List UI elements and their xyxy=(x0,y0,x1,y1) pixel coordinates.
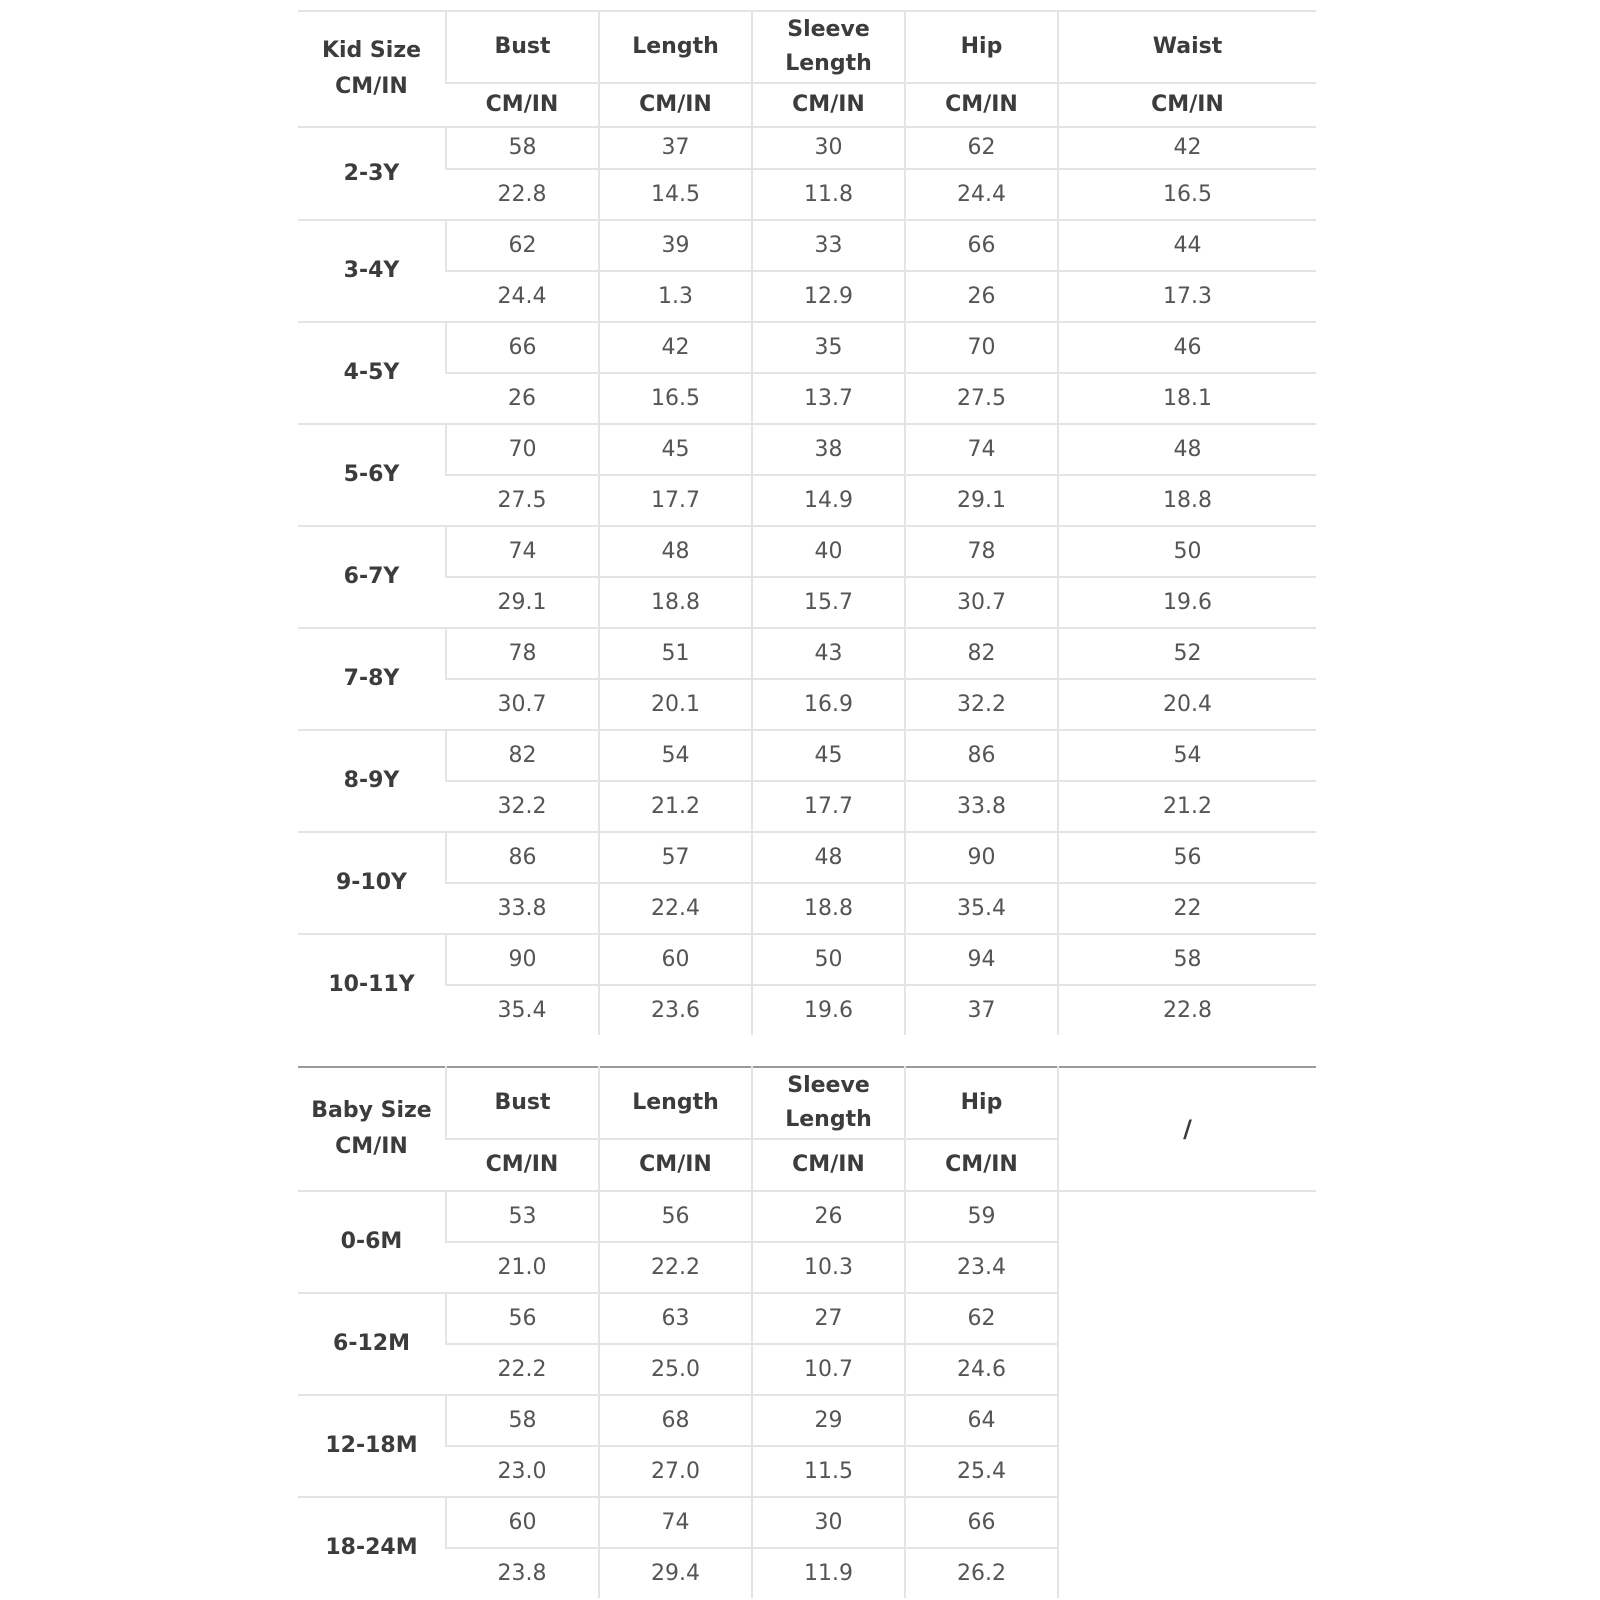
baby-size-header-unit: CM/IN xyxy=(335,1134,408,1159)
kid-size-header xyxy=(298,11,446,127)
value-cell-cm: 66 xyxy=(446,322,599,373)
value-cell-in: 37 xyxy=(905,985,1058,1035)
value-cell-cm: 59 xyxy=(905,1191,1058,1242)
value-cell-in: 19.6 xyxy=(1058,577,1316,628)
value-cell-in: 16.5 xyxy=(599,373,752,424)
table-row-cm xyxy=(298,1191,1316,1242)
value-cell-cm: 78 xyxy=(905,526,1058,577)
value-cell-in: 22.2 xyxy=(599,1242,752,1293)
value-cell-in: 22 xyxy=(1058,883,1316,934)
empty-cell xyxy=(1058,1497,1316,1598)
size-label: 10-11Y xyxy=(328,972,415,997)
table-row-in xyxy=(298,679,1316,730)
unit-label: CM/IN xyxy=(752,1139,905,1191)
value-cell-cm: 26 xyxy=(752,1191,905,1242)
baby-size-table xyxy=(298,1066,1316,1598)
value-cell-in: 33.8 xyxy=(446,883,599,934)
kid-table-header xyxy=(298,11,1316,127)
value-cell-in: 24.4 xyxy=(446,271,599,322)
column-header-length: Length xyxy=(599,1067,752,1139)
value-cell-in: 23.4 xyxy=(905,1242,1058,1293)
table-row-cm xyxy=(298,1395,1316,1446)
value-cell-cm: 90 xyxy=(905,832,1058,883)
value-cell-cm: 33 xyxy=(752,220,905,271)
value-cell-in: 11.5 xyxy=(752,1446,905,1497)
value-cell-in: 29.1 xyxy=(905,475,1058,526)
value-cell-cm: 40 xyxy=(752,526,905,577)
value-cell-in: 14.9 xyxy=(752,475,905,526)
table-row-in xyxy=(298,577,1316,628)
table-row-cm xyxy=(298,424,1316,475)
value-cell-in: 27.0 xyxy=(599,1446,752,1497)
value-cell-cm: 74 xyxy=(446,526,599,577)
value-cell-cm: 62 xyxy=(905,1293,1058,1344)
value-cell-in: 26.2 xyxy=(905,1548,1058,1598)
size-label: 0-6M xyxy=(298,1191,446,1293)
empty-cell xyxy=(1058,1293,1316,1395)
value-cell-cm: 45 xyxy=(752,730,905,781)
kid-size-header-title: Kid Size xyxy=(321,38,422,63)
value-cell-in: 23.6 xyxy=(599,985,752,1035)
table-row-cm xyxy=(298,322,1316,373)
unit-label: CM/IN xyxy=(599,83,752,127)
value-cell-cm: 30 xyxy=(752,127,905,169)
value-cell-in: 18.8 xyxy=(752,883,905,934)
value-cell-cm: 38 xyxy=(752,424,905,475)
baby-size-header-title: Baby Size xyxy=(311,1098,432,1123)
value-cell-in: 30.7 xyxy=(446,679,599,730)
value-cell-cm: 43 xyxy=(752,628,905,679)
value-cell-cm: 60 xyxy=(599,934,752,985)
value-cell-cm: 48 xyxy=(1058,424,1316,475)
value-cell-cm: 39 xyxy=(599,220,752,271)
value-cell-in: 18.8 xyxy=(1058,475,1316,526)
table-row-in xyxy=(298,883,1316,934)
size-label: 6-7Y xyxy=(298,526,446,628)
value-cell-cm: 56 xyxy=(599,1191,752,1242)
value-cell-in: 17.7 xyxy=(752,781,905,832)
table-row-in xyxy=(298,985,1316,1035)
value-cell-in: 10.3 xyxy=(752,1242,905,1293)
value-cell-cm: 74 xyxy=(905,424,1058,475)
value-cell-in: 11.9 xyxy=(752,1548,905,1598)
value-cell-in: 29.4 xyxy=(599,1548,752,1598)
value-cell-in: 27.5 xyxy=(446,475,599,526)
size-label: 6-12M xyxy=(298,1293,446,1395)
kid-table-body xyxy=(298,127,1316,1035)
table-row-in xyxy=(298,781,1316,832)
baby-table-header xyxy=(298,1067,1316,1191)
value-cell-cm: 58 xyxy=(446,1395,599,1446)
value-cell-in: 25.0 xyxy=(599,1344,752,1395)
unit-label: CM/IN xyxy=(905,83,1058,127)
value-cell-in: 15.7 xyxy=(752,577,905,628)
value-cell-in: 17.3 xyxy=(1058,271,1316,322)
value-cell-cm: 44 xyxy=(1058,220,1316,271)
value-cell-cm: 56 xyxy=(1058,832,1316,883)
table-row-in xyxy=(298,271,1316,322)
value-cell-cm: 29 xyxy=(752,1395,905,1446)
value-cell-cm: 90 xyxy=(446,934,599,985)
value-cell-cm: 51 xyxy=(599,628,752,679)
column-header-hip: Hip xyxy=(905,1067,1058,1139)
value-cell-in: 20.4 xyxy=(1058,679,1316,730)
value-cell-in: 23.8 xyxy=(497,1560,547,1586)
value-cell-in: 22.2 xyxy=(446,1344,599,1395)
value-cell-in: 12.9 xyxy=(752,271,905,322)
value-cell-cm: 53 xyxy=(446,1191,599,1242)
value-cell-in: 35.4 xyxy=(497,997,547,1023)
value-cell-cm: 58 xyxy=(1058,934,1316,985)
table-row-cm xyxy=(298,832,1316,883)
value-cell-cm: 62 xyxy=(905,127,1058,169)
value-cell-in: 10.7 xyxy=(752,1344,905,1395)
value-cell-in: 19.6 xyxy=(752,985,905,1035)
table-row-cm xyxy=(298,526,1316,577)
table-row-cm xyxy=(298,1293,1316,1344)
value-cell-cm: 46 xyxy=(1058,322,1316,373)
value-cell-cm: 60 xyxy=(446,1497,599,1548)
column-header-bust: Bust xyxy=(446,11,599,83)
value-cell-cm: 52 xyxy=(1058,628,1316,679)
size-label: 8-9Y xyxy=(298,730,446,832)
value-cell-in: 30.7 xyxy=(905,577,1058,628)
value-cell-in: 23.0 xyxy=(446,1446,599,1497)
value-cell-in: 11.8 xyxy=(752,169,905,220)
value-cell-cm: 50 xyxy=(1058,526,1316,577)
value-cell-cm: 86 xyxy=(905,730,1058,781)
unit-label: CM/IN xyxy=(752,83,905,127)
value-cell-in: 16.5 xyxy=(1058,169,1316,220)
unit-label: CM/IN xyxy=(446,83,599,127)
value-cell-cm: 54 xyxy=(599,730,752,781)
value-cell-in: 25.4 xyxy=(905,1446,1058,1497)
baby-table-body xyxy=(298,1191,1316,1598)
value-cell-cm: 30 xyxy=(752,1497,905,1548)
kid-size-header-unit: CM/IN xyxy=(335,74,408,99)
table-row-in xyxy=(298,373,1316,424)
value-cell-cm: 70 xyxy=(905,322,1058,373)
unit-label: CM/IN xyxy=(905,1139,1058,1191)
size-label: 4-5Y xyxy=(298,322,446,424)
value-cell-cm: 57 xyxy=(599,832,752,883)
value-cell-cm: 86 xyxy=(446,832,599,883)
column-header-empty-slash: / xyxy=(1058,1067,1316,1191)
value-cell-cm: 48 xyxy=(752,832,905,883)
empty-cell xyxy=(1058,1395,1316,1497)
unit-label: CM/IN xyxy=(1058,83,1316,127)
value-cell-in: 26 xyxy=(446,373,599,424)
value-cell-in: 35.4 xyxy=(905,883,1058,934)
unit-label: CM/IN xyxy=(446,1139,599,1191)
value-cell-in: 21.2 xyxy=(1058,781,1316,832)
value-cell-in: 32.2 xyxy=(905,679,1058,730)
column-header-bust: Bust xyxy=(446,1067,599,1139)
value-cell-cm: 48 xyxy=(599,526,752,577)
value-cell-in: 24.4 xyxy=(905,169,1058,220)
value-cell-in: 14.5 xyxy=(599,169,752,220)
value-cell-in: 24.6 xyxy=(905,1344,1058,1395)
value-cell-in: 27.5 xyxy=(905,373,1058,424)
value-cell-in: 18.1 xyxy=(1058,373,1316,424)
value-cell-in: 18.8 xyxy=(599,577,752,628)
value-cell-cm: 42 xyxy=(1058,127,1316,169)
table-row-in xyxy=(298,169,1316,220)
column-header-sleeve-length: Sleeve Length xyxy=(752,1067,905,1139)
value-cell-in: 22.4 xyxy=(599,883,752,934)
value-cell-cm: 27 xyxy=(752,1293,905,1344)
value-cell-cm: 42 xyxy=(599,322,752,373)
column-header-sleeve-length: Sleeve Length xyxy=(752,11,905,83)
size-label: 12-18M xyxy=(298,1395,446,1497)
column-header-hip: Hip xyxy=(905,11,1058,83)
value-cell-cm: 64 xyxy=(905,1395,1058,1446)
empty-cell xyxy=(1058,1191,1316,1293)
value-cell-in: 21.2 xyxy=(599,781,752,832)
table-row-cm xyxy=(298,1497,1316,1548)
value-cell-cm: 82 xyxy=(446,730,599,781)
table-row-cm xyxy=(298,934,1316,985)
value-cell-cm: 68 xyxy=(599,1395,752,1446)
value-cell-in: 29.1 xyxy=(446,577,599,628)
size-label: 2-3Y xyxy=(298,127,446,220)
value-cell-in: 1.3 xyxy=(599,271,752,322)
table-row-cm xyxy=(298,628,1316,679)
value-cell-in: 22.8 xyxy=(446,169,599,220)
value-cell-in: 17.7 xyxy=(599,475,752,526)
value-cell-in: 20.1 xyxy=(599,679,752,730)
unit-label: CM/IN xyxy=(599,1139,752,1191)
value-cell-in: 22.8 xyxy=(1058,985,1316,1035)
value-cell-cm: 70 xyxy=(446,424,599,475)
value-cell-cm: 66 xyxy=(905,220,1058,271)
table-row-cm xyxy=(298,220,1316,271)
table-row-cm xyxy=(298,730,1316,781)
baby-size-header xyxy=(298,1067,446,1191)
size-label: 9-10Y xyxy=(298,832,446,934)
value-cell-cm: 62 xyxy=(446,220,599,271)
value-cell-cm: 37 xyxy=(599,127,752,169)
value-cell-cm: 94 xyxy=(905,934,1058,985)
value-cell-cm: 45 xyxy=(599,424,752,475)
value-cell-in: 16.9 xyxy=(752,679,905,730)
size-label: 5-6Y xyxy=(298,424,446,526)
value-cell-cm: 82 xyxy=(905,628,1058,679)
value-cell-cm: 54 xyxy=(1058,730,1316,781)
value-cell-in: 33.8 xyxy=(905,781,1058,832)
column-header-length: Length xyxy=(599,11,752,83)
size-label: 18-24M xyxy=(325,1535,418,1560)
value-cell-cm: 66 xyxy=(905,1497,1058,1548)
value-cell-cm: 56 xyxy=(446,1293,599,1344)
value-cell-cm: 78 xyxy=(446,628,599,679)
value-cell-in: 21.0 xyxy=(446,1242,599,1293)
value-cell-cm: 63 xyxy=(599,1293,752,1344)
value-cell-in: 26 xyxy=(905,271,1058,322)
value-cell-cm: 74 xyxy=(599,1497,752,1548)
table-row-cm xyxy=(298,127,1316,169)
size-label: 7-8Y xyxy=(298,628,446,730)
value-cell-cm: 50 xyxy=(752,934,905,985)
size-label: 3-4Y xyxy=(298,220,446,322)
kid-size-table xyxy=(298,10,1316,1035)
column-header-waist: Waist xyxy=(1058,11,1316,83)
value-cell-cm: 35 xyxy=(752,322,905,373)
value-cell-in: 13.7 xyxy=(752,373,905,424)
value-cell-in: 32.2 xyxy=(446,781,599,832)
value-cell-cm: 58 xyxy=(446,127,599,169)
table-row-in xyxy=(298,475,1316,526)
